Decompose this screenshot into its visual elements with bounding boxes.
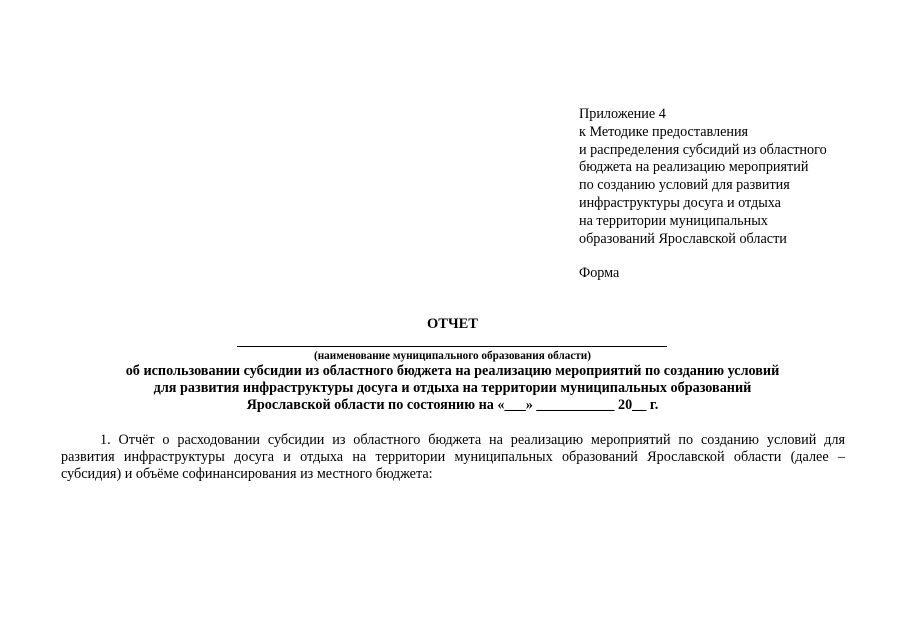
subtitle-line: об использовании субсидии из областного бюджета на реализацию мероприятий по созданию условий (125, 363, 780, 379)
annex-block (579, 106, 879, 283)
annex-line: и распределения субсидий из областного (579, 141, 827, 158)
form-label: Форма (579, 265, 620, 282)
subtitle-line: для развития инфраструктуры досуга и отдыха на территории муниципальных образований (153, 379, 752, 396)
report-title: ОТЧЕТ (427, 316, 478, 332)
paragraph-line: субсидия) и объёме софинансирования из местного бюджета: (61, 466, 433, 482)
report-subtitle (0, 363, 905, 413)
paragraph-1 (61, 432, 845, 483)
municipality-name-line (237, 346, 667, 347)
annex-line: бюджета на реализацию мероприятий (579, 159, 809, 176)
paragraph-line: 1. Отчёт о расходовании субсидии из областного бюджета на реализацию мероприятий по созданию условий для (100, 432, 845, 448)
annex-line: инфраструктуры досуга и отдыха (579, 194, 781, 211)
subtitle-line: Ярославской области по состоянию на «___» ___________ 20__ г. (246, 396, 659, 413)
paragraph-line: развития инфраструктуры досуга и отдыха на территории муниципальных образований Ярославской области (далее – (61, 449, 845, 465)
municipality-name-caption: (наименование муниципального образования области) (314, 350, 591, 362)
annex-line: на территории муниципальных (579, 212, 768, 229)
annex-line: к Методике предоставления (579, 123, 749, 140)
annex-line: образований Ярославской области (579, 230, 787, 247)
annex-line: по созданию условий для развития (579, 177, 790, 194)
annex-line: Приложение 4 (579, 106, 666, 122)
